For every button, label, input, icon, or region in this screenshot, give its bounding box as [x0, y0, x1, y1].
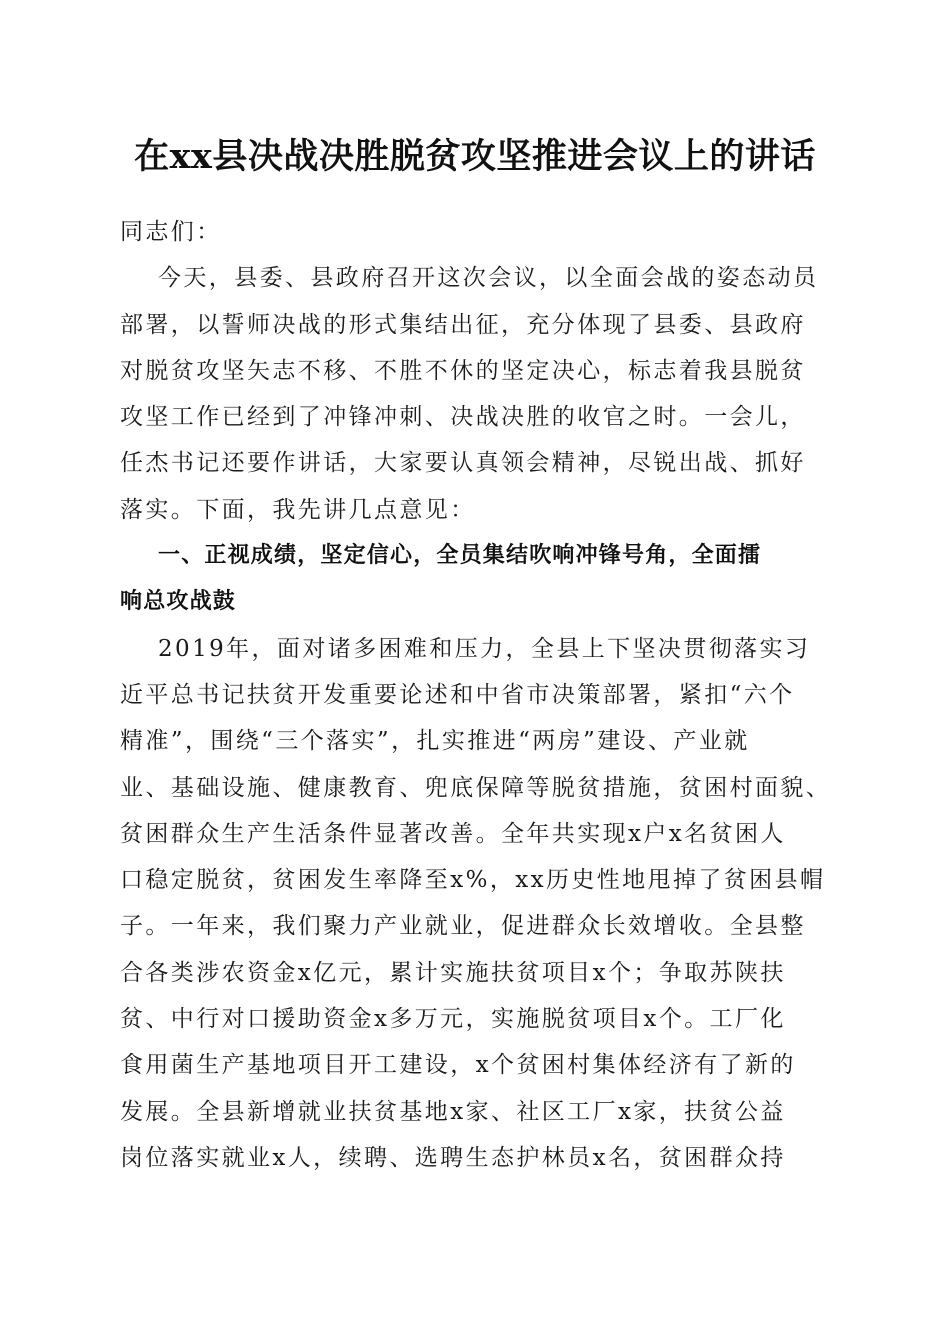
paragraph-line: 口稳定脱贫，贫困发生率降至x%，xx历史性地甩掉了贫困县帽	[120, 867, 826, 894]
document-title: 在xx县决战决胜脱贫攻坚推进会议上的讲话	[134, 136, 816, 177]
paragraph-line: 2019年，面对诸多困难和压力，全县上下坚决贯彻落实习	[158, 635, 811, 662]
paragraph-line: 部署，以誓师决战的形式集结出征，充分体现了县委、县政府	[120, 311, 806, 338]
paragraph-line: 攻坚工作已经到了冲锋冲刺、决战决胜的收官之时。一会儿，	[120, 404, 806, 431]
paragraph-line: 近平总书记扶贫开发重要论述和中省市决策部署，紧扣“六个	[120, 681, 795, 708]
paragraph-line: 食用菌生产基地项目开工建设，x个贫困村集体经济有了新的	[120, 1052, 796, 1079]
paragraph-line: 任杰书记还要作讲话，大家要认真领会精神，尽锐出战、抓好	[120, 450, 806, 477]
paragraph-line: 对脱贫攻坚矢志不移、不胜不休的坚定决心，标志着我县脱贫	[120, 357, 806, 384]
paragraph-line: 贫、中行对口援助资金x多万元，实施脱贫项目x个。工厂化	[120, 1006, 786, 1033]
paragraph-line: 子。一年来，我们聚力产业就业，促进群众长效增收。全县整	[120, 913, 806, 940]
paragraph-line: 岗位落实就业x人，续聘、选聘生态护林员x名，贫困群众持	[120, 1144, 786, 1171]
paragraph-line: 贫困群众生产生活条件显著改善。全年共实现x户x名贫困人	[120, 820, 786, 847]
section-heading: 响总攻战鼓	[120, 589, 237, 615]
paragraph-line: 落实。下面，我先讲几点意见：	[120, 496, 476, 523]
paragraph-line: 合各类涉农资金x亿元，累计实施扶贫项目x个；争取苏陕扶	[120, 959, 786, 986]
paragraph-line: 业、基础设施、健康教育、兜底保障等脱贫措施，贫困村面貌、	[120, 774, 832, 801]
paragraph-line: 发展。全县新增就业扶贫基地x家、社区工厂x家，扶贫公益	[120, 1098, 786, 1125]
paragraph-line: 今天，县委、县政府召开这次会议，以全面会战的姿态动员	[158, 265, 819, 292]
section-heading: 一、正视成绩，坚定信心，全员集结吹响冲锋号角，全面擂	[158, 543, 762, 569]
document-body	[120, 209, 832, 1181]
greeting: 同志们：	[120, 219, 222, 245]
paragraph-line: 精准”，围绕“三个落实”，扎实推进“两房”建设、产业就	[120, 728, 750, 755]
